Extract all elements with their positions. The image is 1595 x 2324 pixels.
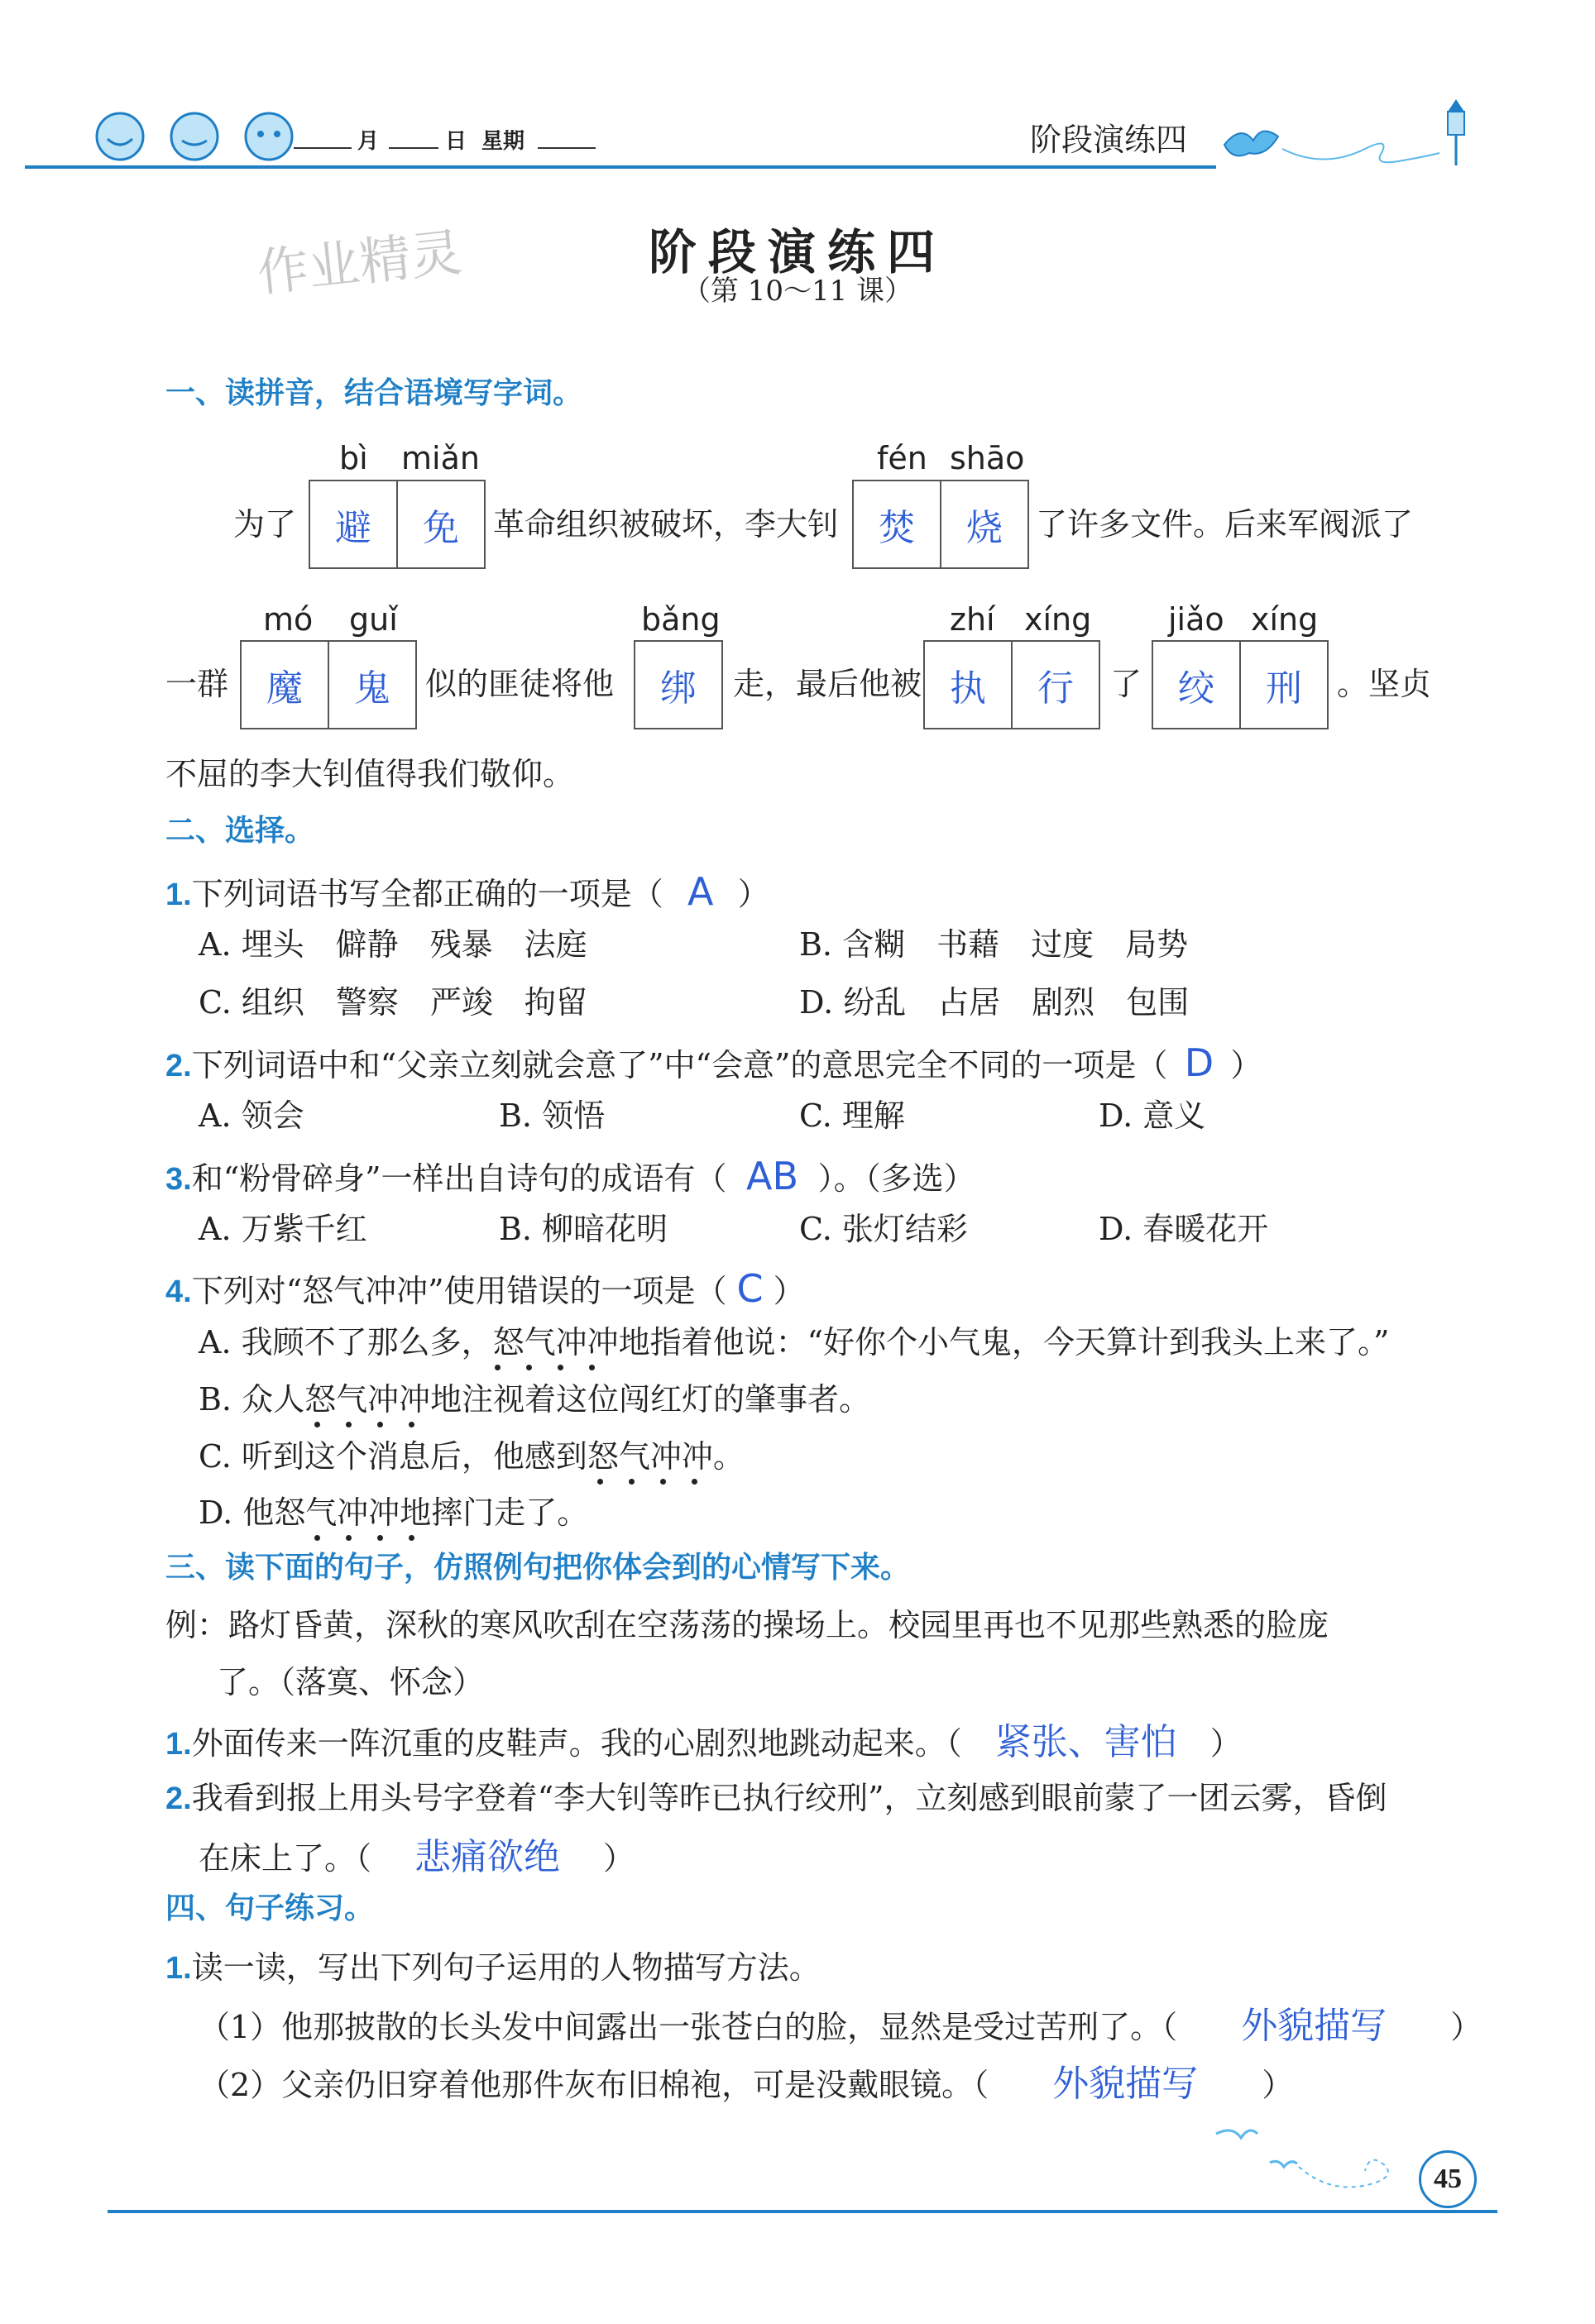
answer-box-zhixing [923,640,1100,729]
option: D. 纷乱 占居 剧烈 包围 [799,984,1190,1021]
pinyin-gui: guǐ [349,601,398,638]
answer-box-bang [634,640,723,729]
sub-question-2 [199,2063,1294,2105]
feeling-answer: 悲痛欲绝 [414,1836,561,1878]
section-2-heading: 二、选择。 [165,814,315,848]
question-3-2 [165,1782,1387,1815]
question-text: （1）他那披散的长头发中间露出一张苍白的脸，显然是受过苦刑了。（ [199,2009,1178,2045]
pinyin-xing: xíng [1024,601,1092,638]
question-number: 4. [165,1274,192,1309]
option: C. 听到这个消息后，他感到怒气冲冲。 [199,1438,745,1475]
answer-char: 烧 [940,481,1027,567]
question-4-1 [165,1949,821,1986]
pinyin-bi: bì [339,440,368,476]
question-number: 1. [165,1951,192,1986]
answer-char: 绑 [660,667,697,710]
week-blank [538,147,596,149]
option: B. 含糊 书藉 过度 局势 [799,926,1189,963]
question-close: ） [1230,1047,1262,1083]
question-close: ） [603,1840,635,1877]
choice-answer: D [1184,1040,1214,1085]
option: C. 组织 警察 严竣 拘留 [199,984,587,1021]
question-number: 2. [165,1049,192,1083]
page-subtitle: （第 10～11 课） [682,275,913,308]
question-text: 外面传来一阵沉重的皮鞋声。我的心剧烈地跳动起来。（ [191,1725,962,1762]
header-rule [25,165,1216,169]
answer-char: 魔 [266,667,303,710]
header-section-title: 阶段演练四 [1030,122,1188,158]
option: B. 众人怒气冲冲地注视着这位闯红灯的肇事者。 [199,1381,871,1418]
question-stem: 下列对“怒气冲冲”使用错误的一项是（ [191,1273,727,1309]
birds-decoration-icon [1208,2117,1406,2208]
option: B. 领悟 [499,1097,606,1134]
question-2-4 [165,1266,805,1311]
question-number: 1. [165,1727,192,1762]
choice-answer: AB [746,1154,799,1198]
answer-char: 行 [1011,642,1099,728]
s1-text-5: 似的匪徒将他 [425,666,615,702]
pinyin-shao: shāo [950,440,1025,476]
question-close: ） [1450,2009,1482,2045]
s1-text-8: 。坚贞 [1337,666,1432,702]
example-line-1: 例：路灯昏黄，深秋的寒风吹刮在空荡荡的操场上。校园里再也不见那些熟悉的脸庞 [165,1607,1329,1643]
pinyin-mian: miǎn [401,440,480,476]
option: A. 万紫千红 [199,1211,367,1247]
footer-rule [108,2210,1497,2213]
section-1-heading: 一、读拼音，结合语境写字词。 [165,376,583,410]
option: B. 柳暗花明 [499,1211,668,1247]
option: D. 意义 [1099,1097,1206,1134]
question-3-2-cont [199,1836,635,1878]
question-text: （2）父亲仍旧穿着他那件灰布旧棉袍，可是没戴眼镜。（ [199,2067,989,2103]
s1-text-1: 为了 [233,506,297,543]
month-label: 月 [357,129,380,154]
answer-box-bimian [309,480,486,569]
pinyin-mo: mó [263,601,314,638]
pinyin-bang: bǎng [641,601,721,638]
question-text: 读一读，写出下列句子运用的人物描写方法。 [191,1949,821,1986]
method-answer: 外貌描写 [1052,2063,1199,2105]
pinyin-zhi: zhí [950,601,995,638]
page-title: 阶段演练四 [648,224,946,280]
answer-box-fenshao [852,480,1029,569]
watermark: 作业精灵 [254,222,465,304]
question-close: ） [1262,2067,1294,2103]
answer-char: 绞 [1178,667,1214,710]
answer-char: 免 [396,481,484,567]
section-4-heading: 四、句子练习。 [165,1891,375,1925]
question-number: 2. [165,1781,192,1816]
question-2-3 [165,1154,975,1198]
s1-text-9: 不屈的李大钊值得我们敬仰。 [165,756,575,792]
answer-char: 刑 [1239,642,1327,728]
choice-answer: C [736,1266,764,1311]
butterfly-lamp-icon [1216,91,1481,174]
pinyin-xing-2: xíng [1251,601,1319,638]
question-2-1 [165,869,769,914]
option: D. 春暖花开 [1099,1211,1269,1247]
question-stem: 下列词语书写全都正确的一项是（ [191,876,663,912]
option: A. 埋头 僻静 残暴 法庭 [199,926,587,963]
option: A. 我顾不了那么多，怒气冲冲地指着他说：“好你个小气鬼，今天算计到我头上来了。” [199,1324,1390,1360]
answer-box-jiaoxing [1152,640,1329,729]
option: A. 领会 [199,1097,304,1134]
week-label: 星期 [481,129,525,154]
answer-char: 避 [335,507,371,549]
sub-question-1 [199,2005,1482,2047]
question-number: 1. [165,877,192,912]
answer-char: 鬼 [328,642,415,728]
question-stem: 下列词语中和“父亲立刻就会意了”中“会意”的意思完全不同的一项是（ [191,1047,1168,1083]
feeling-answer: 紧张、害怕 [994,1721,1177,1763]
option: C. 理解 [799,1097,905,1134]
answer-char: 焚 [879,507,915,549]
day-label: 日 [445,129,467,154]
s1-text-6: 走，最后他被 [733,666,922,702]
page-number: 45 [1419,2150,1477,2208]
s1-text-2: 革命组织被破坏，李大钊 [493,506,840,543]
pinyin-fen: fén [877,440,927,476]
question-number: 3. [165,1162,192,1197]
method-answer: 外貌描写 [1241,2005,1387,2047]
month-blank [294,147,352,149]
s1-text-3: 了许多文件。后来军阀派了 [1036,506,1414,543]
pinyin-jiao: jiǎo [1168,601,1224,638]
question-3-1 [165,1721,1242,1763]
question-text: 我看到报上用头号字登着“李大钊等昨已执行绞刑”，立刻感到眼前蒙了一团云雾，昏倒 [191,1780,1387,1816]
example-line-2: 了。（落寞、怀念） [217,1664,485,1700]
question-stem: 和“粉骨碎身”一样出自诗句的成语有（ [191,1160,727,1197]
option: D. 他怒气冲冲地摔门走了。 [199,1494,589,1531]
question-text: 在床上了。（ [199,1840,372,1877]
answer-box-mogui [240,640,417,729]
day-blank [389,147,438,149]
question-close: ） [1209,1725,1242,1762]
smiley-faces-icon [91,108,306,165]
s1-text-7: 了 [1110,666,1142,702]
section-3-heading: 三、读下面的句子，仿照例句把你体会到的心情写下来。 [165,1551,911,1585]
s1-text-4: 一群 [165,666,229,702]
question-2-2 [165,1040,1262,1085]
question-close: ） [737,876,769,912]
answer-char: 执 [950,667,986,710]
choice-answer: A [687,869,714,914]
question-close: ）。（多选） [817,1160,975,1197]
option: C. 张灯结彩 [799,1211,968,1247]
question-close: ） [773,1273,805,1309]
